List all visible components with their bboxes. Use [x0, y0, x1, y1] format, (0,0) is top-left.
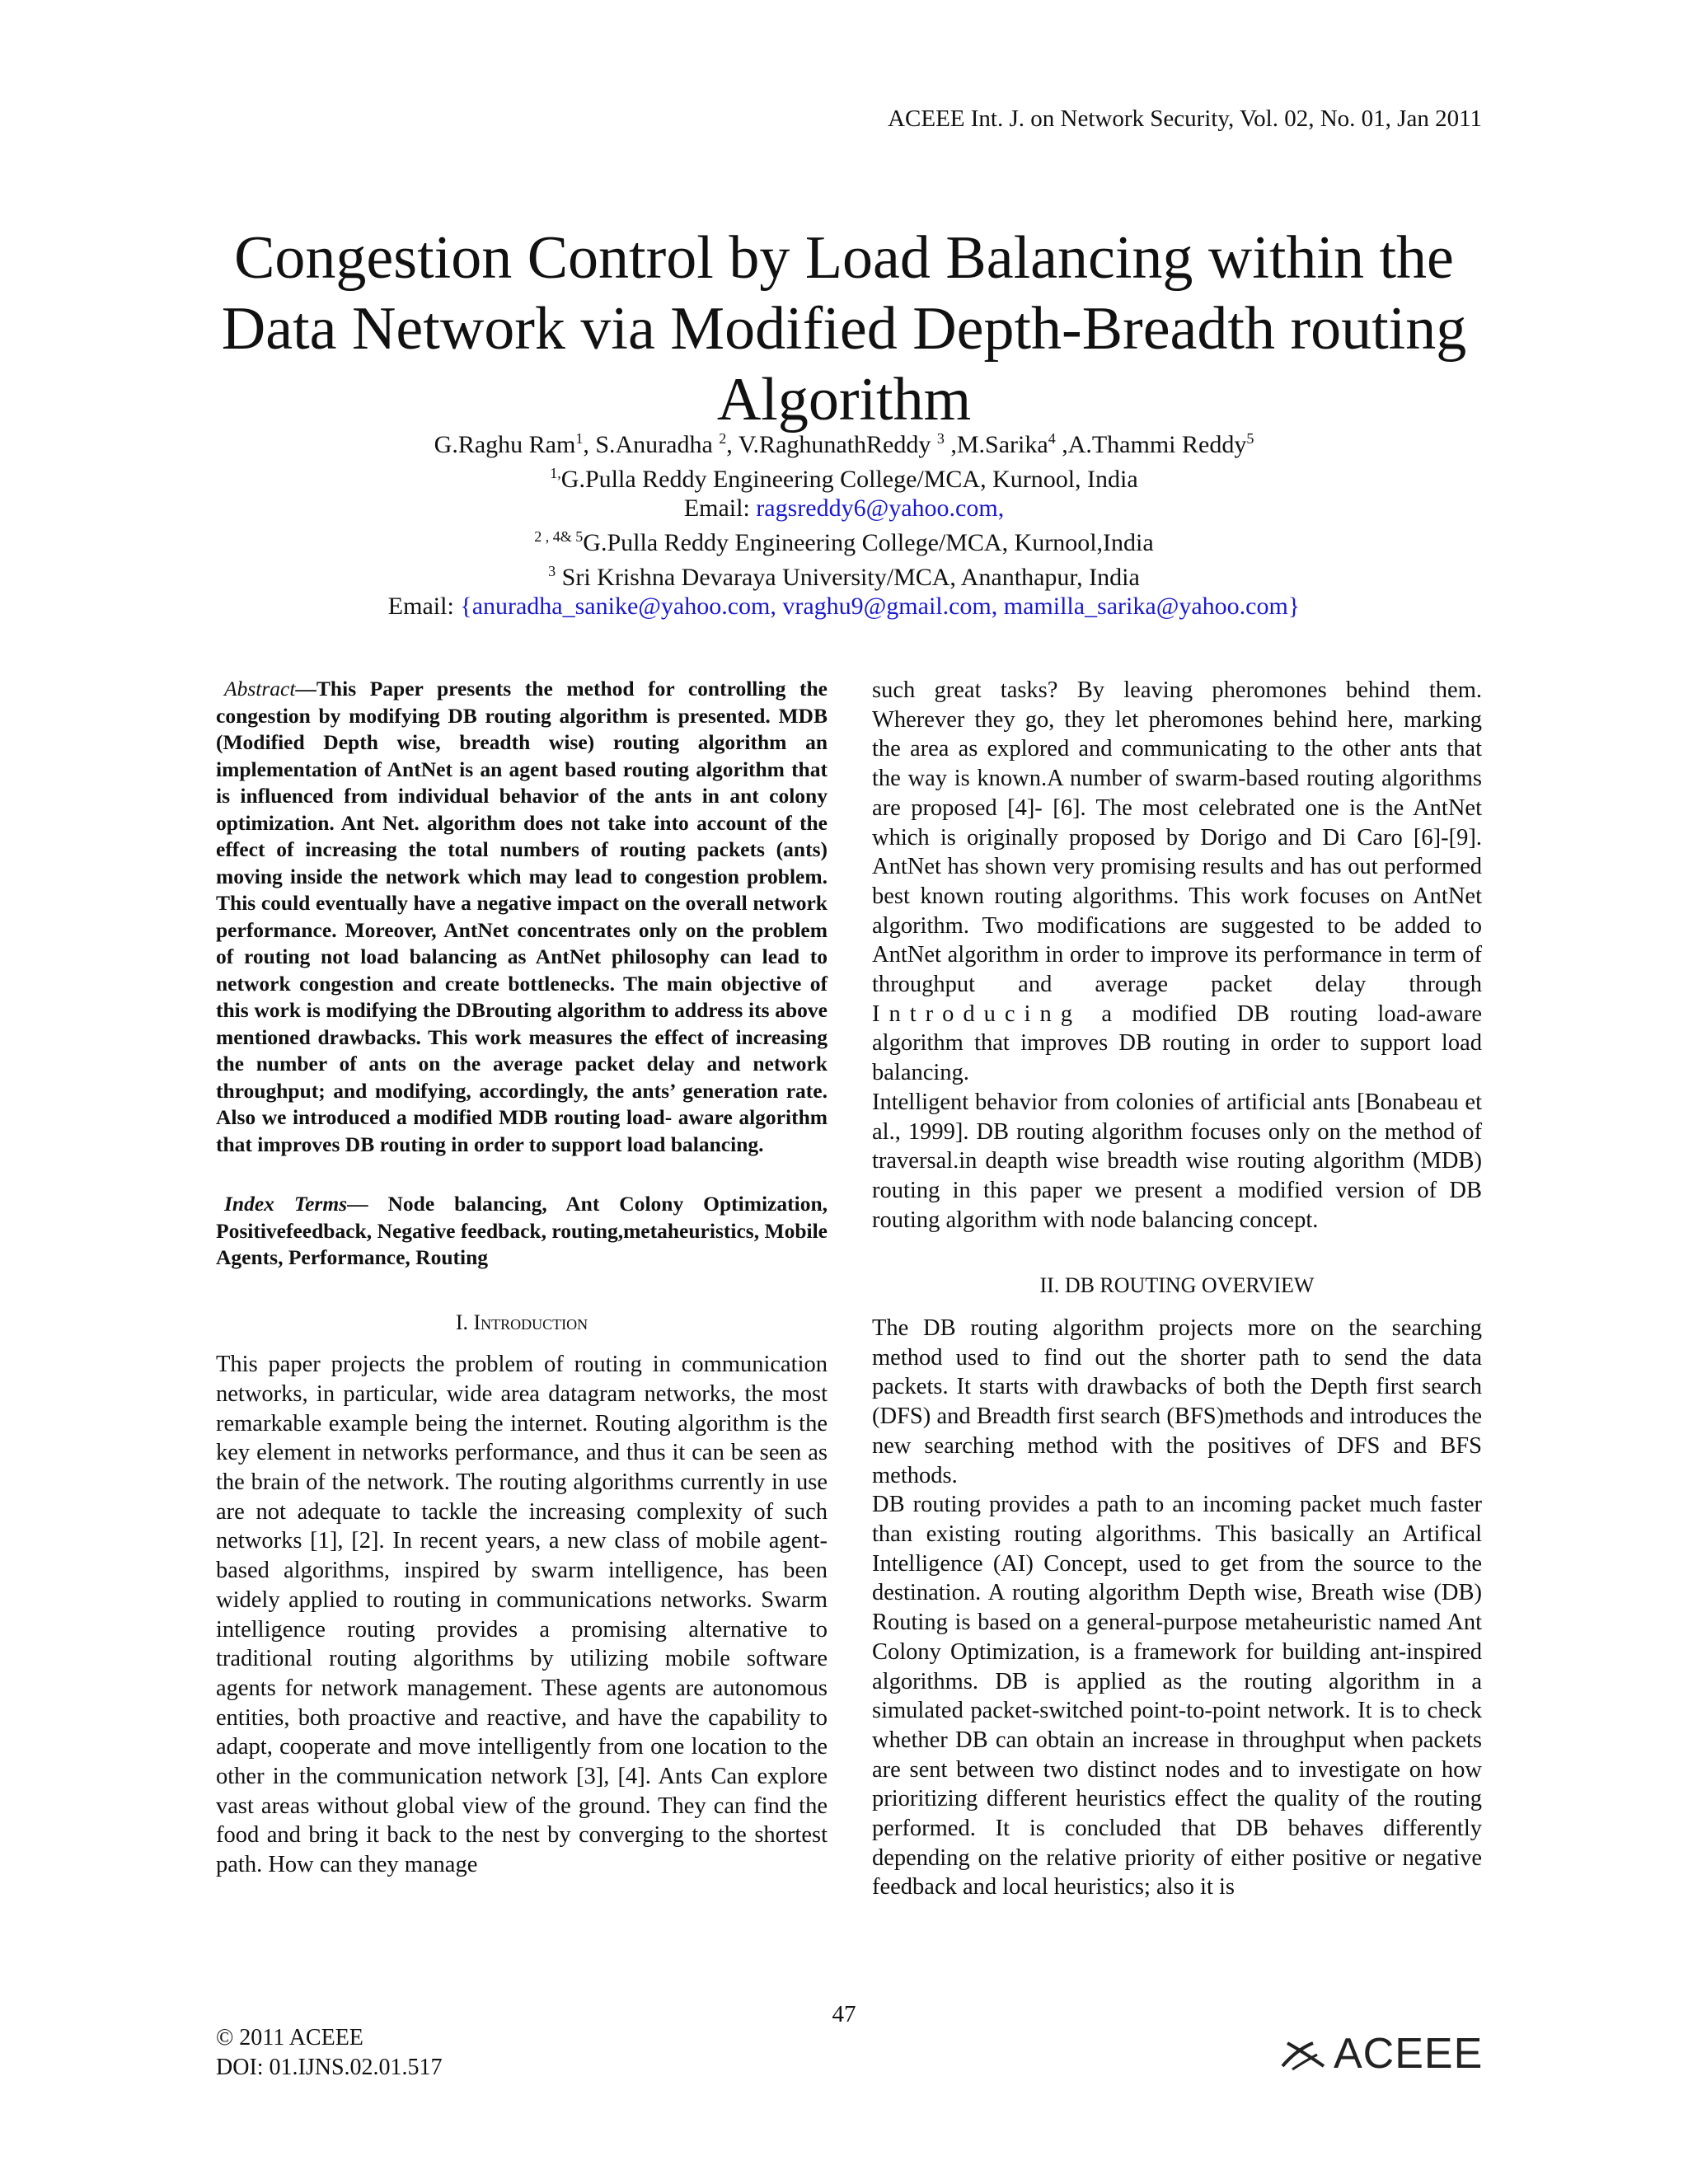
email-line-1: Email: ragsreddy6@yahoo.com, — [683, 494, 1005, 522]
email-link-anuradha[interactable]: anuradha_sanike@yahoo.com — [471, 593, 771, 620]
title-line-2: Data Network via Modified Depth-Breadth routing — [221, 295, 1467, 363]
title-line-1: Congestion Control by Load Balancing within the — [234, 224, 1454, 292]
aceee-logo-text: ACEEE — [1334, 2030, 1484, 2078]
right-paragraph-4: DB routing provides a path to an incoming packet much faster than existing routing algorithms. This basically an Artifical Intelligence (AI) Concept, used to get from the source to the destination. A routing algorithm Depth wise, Breath wise (DB) Routing is based on a general-purpose metaheuristic named Ant Colony Optimization, is a framework for building ant-inspired algorithms. DB is applied as the routing algorithm in a simulated packet-switched point-to-point network. It is to check whether DB can obtain an increase in throughput when packets are sent between two distinct nodes and to investigate on how prioritizing different heuristics effect the quality of the routing performed. It is concluded that DB behaves differently depending on the relative priority of either positive or negative feedback and local heuristics; also it is — [872, 1492, 1482, 1900]
page-number: 47 — [832, 2001, 856, 2027]
author-block — [0, 424, 1688, 621]
title-line-3: Algorithm — [716, 366, 972, 434]
paper-title — [0, 223, 1688, 435]
intro-paragraph: This paper projects the problem of routing in communication networks, in particular, wide area datagram networks, the most remarkable example being the internet. Routing algorithm is the key element in networks performance, and thus it can be seen as the brain of the network. The routing algorithms currently in use are not adequate to tackle the increasing complexity of such networks [1], [2]. In recent years, a new class of mobile agent-based algorithms, inspired by swarm intelligence, has been widely applied to routing in communications networks. Swarm intelligence routing provides a promising alternative to traditional routing algorithms by utilizing mobile software agents for network management. These agents are autonomous entities, both proactive and reactive, and have the capability to adapt, cooperate and move intelligently from one location to the other in the communication network [3], [4]. Ants Can explore vast areas without global view of the ground. They can find the food and bring it back to the nest by converging to the shortest path. How can they manage — [216, 1352, 828, 1878]
email-link-mamilla-sarika[interactable]: mamilla_sarika@yahoo.com — [1003, 593, 1288, 620]
affiliation-3: $^3$ Sri Krishna Devaraya University/MCA, Ananthapur, India — [548, 563, 1140, 591]
right-paragraph-1: such great tasks? By leaving pheromones behind them. Wherever they go, they let pheromones behind here, marking the area as explored and communicating to the other ants that the way is known.A number of swarm-based routing algorithms are proposed [4]- [6]. The most celebrated one is the AntNet which is originally proposed by Dorigo and Di Caro [6]-[9]. AntNet has shown very promising results and has out performed best known routing algorithms. This work focuses on AntNet algorithm. Two modifications are suggested to be added to AntNet algorithm in order to improve its performance in term of throughput and average packet delay through Introducing a modified DB routing load-aware algorithm that improves DB routing in order to support load balancing. — [872, 677, 1482, 1086]
aceee-swirl-icon — [1276, 2033, 1334, 2074]
left-column — [216, 676, 828, 1880]
right-paragraph-3: The DB routing algorithm projects more on the searching method used to find out the shorter path to send the data packets. It starts with drawbacks of both the Depth first search (DFS) and Breadth first search (BFS)methods and introduces the new searching method with the positives of DFS and BFS methods. — [872, 1315, 1482, 1488]
email-link-vraghu9[interactable]: vraghu9@gmail.com — [782, 593, 992, 620]
index-terms: Index Terms— Node balancing, Ant Colony Optimization, Positivefeedback, Negative feedback, routing,metaheuristics, Mobile Agents, Performance, Routing — [216, 1192, 828, 1269]
email-link-ragsreddy6[interactable]: ragsreddy6@yahoo.com — [756, 494, 998, 522]
section-heading-introduction: I. Introduction — [455, 1310, 588, 1334]
right-paragraph-2: Intelligent behavior from colonies of artificial ants [Bonabeau et al., 1999]. DB routing algorithm focuses only on the method of traversal.in deapth wise breadth wise routing algorithm (MDB) routing in this paper we present a modified version of DB routing algorithm with node balancing concept. — [872, 1089, 1482, 1233]
copyright: © 2011 ACEEE — [216, 2025, 363, 2050]
aceee-logo — [1276, 2029, 1483, 2079]
affiliation-1: $^{1,}$G.Pulla Reddy Engineering College/MCA, Kurnool, India — [550, 465, 1138, 493]
affiliation-2: $^{2 , 4\& 5}$G.Pulla Reddy Engineering College/MCA, Kurnool,India — [534, 528, 1154, 556]
author-list: G.Raghu Ram$^1$, S.Anuradha $^2$, V.RaghunathReddy $^3$ ,M.Sarika$^4$ ,A.Thammi Reddy$^5$ — [434, 430, 1254, 458]
right-column — [872, 676, 1482, 1902]
email-line-2: Email: {anuradha_sanike@yahoo.com, vraghu9@gmail.com, mamilla_sarika@yahoo.com} — [387, 593, 1301, 620]
doi: DOI: 01.IJNS.02.01.517 — [216, 2055, 443, 2080]
footer-info — [216, 2023, 443, 2083]
section-heading-db-routing: II. DB ROUTING OVERVIEW — [1039, 1273, 1315, 1298]
journal-header: ACEEE Int. J. on Network Security, Vol. 02, No. 01, Jan 2011 — [888, 105, 1482, 132]
abstract: Abstract—This Paper presents the method for controlling the congestion by modifying DB routing algorithm is presented. MDB (Modified Depth wise, breadth wise) routing algorithm an implementation of AntNet is an agent based routing algorithm that is influenced from individual behavior of the ants in ant colony optimization. Ant Net. algorithm does not take into account of the effect of increasing the total numbers of routing packets (ants) moving inside the network which may lead to congestion problem. This could eventually have a negative impact on the overall network performance. Moreover, AntNet concentrates only on the problem of routing not load balancing as AntNet philosophy can lead to network congestion and create bottlenecks. The main objective of this work is modifying the DBrouting algorithm to address its above mentioned drawbacks. This work measures the effect of increasing the number of ants on the average packet delay and network throughput; and modifying, accordingly, the ants’ generation rate. Also we introduced a modified MDB routing load- aware algorithm that improves DB routing in order to support load balancing. — [216, 677, 828, 1156]
